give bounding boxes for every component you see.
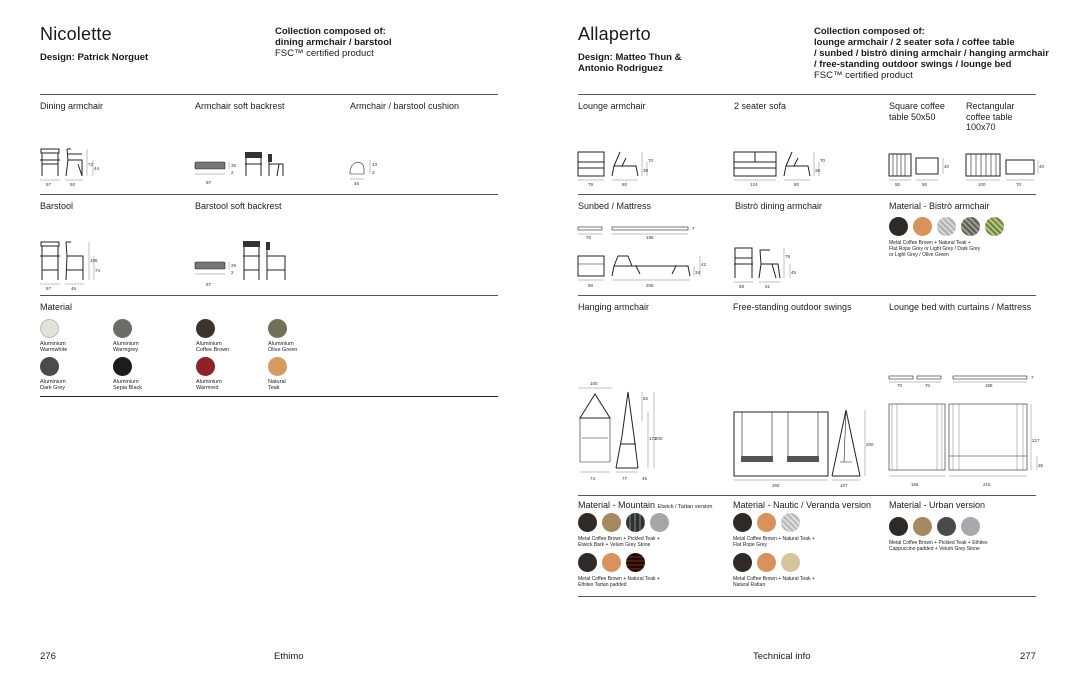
label-lounge-bed: Lounge bed with curtains / Mattress (889, 302, 1032, 312)
swatch-caption: Aluminium Coffee Brown (196, 341, 230, 354)
divider (40, 194, 498, 195)
dim-label: 155 (911, 482, 919, 487)
dim-label: 7 (1031, 375, 1034, 380)
swatch-olive-green (268, 319, 287, 338)
soft-backrest-drawing (193, 146, 293, 190)
swings-drawing (732, 406, 872, 490)
divider (578, 596, 1036, 597)
swatch-natural-teak (602, 553, 621, 572)
dim-label: 217 (1032, 438, 1040, 443)
label-material-mountain: Material - Mountain Etwick / Tartan version (578, 500, 713, 510)
page-number: 277 (1020, 651, 1036, 662)
designer-credit-line1: Design: Matteo Thun & (578, 52, 682, 63)
dim-label: 50 (922, 182, 928, 187)
barstool-backrest-drawing (193, 238, 293, 290)
swatch-caption: Aluminium Warmgrey (113, 341, 139, 354)
dim-label: 35 (231, 163, 237, 168)
dim-label: 2 (231, 170, 234, 175)
dim-label: 215 (983, 482, 991, 487)
label-2-seater-sofa: 2 seater sofa (734, 101, 787, 111)
sunbed-drawing (576, 222, 706, 290)
label-bistro-dining-armchair: Bistrò dining armchair (735, 201, 823, 211)
combo-caption: Metal Coffee Brown + Natural Teak + Natural Rattan (733, 576, 815, 588)
collection-heading: Collection composed of: (814, 26, 925, 37)
dim-label: 260 (772, 483, 780, 488)
dim-label: 70 (648, 158, 654, 163)
combo-caption: Metal Coffee Brown + Pickled Teak + Etwick Bark + Velum Grey Stone (578, 536, 660, 548)
label-lounge-armchair: Lounge armchair (578, 101, 646, 111)
swatch-etwick-bark (626, 513, 645, 532)
brand-name: Ethimo (274, 651, 304, 662)
combo-caption: Metal Coffee Brown + Pickled Teak + Ethitex Cappuccino padded + Velum Grey Stone (889, 540, 988, 552)
dim-label: 124 (750, 182, 758, 187)
dim-label: 61 (765, 284, 771, 289)
label-material-nautic: Material - Nautic / Veranda version (733, 500, 872, 510)
swatch-metal-coffee-brown (889, 217, 908, 236)
dim-label: 188 (985, 383, 993, 388)
swatch-velum-grey-stone (961, 517, 980, 536)
combo-caption: Metal Coffee Brown + Natural Teak + Ethitex Tartan padded (578, 576, 660, 588)
dim-label: 38 (643, 168, 649, 173)
dim-label: 58 (739, 284, 745, 289)
collection-items-line2: / sunbed / bistrò dining armchair / hanging armchair (814, 48, 1049, 59)
divider (578, 295, 1036, 296)
dim-label: 87 (206, 282, 212, 287)
dim-label: 29 (231, 263, 237, 268)
swatch-metal-coffee-brown (733, 513, 752, 532)
divider (40, 295, 498, 296)
right-page (538, 0, 1076, 700)
dim-label: 79 (785, 254, 791, 259)
label-sunbed-mattress: Sunbed / Mattress (578, 201, 652, 211)
swatch-dark-grey (40, 357, 59, 376)
collection-items-line1: lounge armchair / 2 seater sofa / coffee table (814, 37, 1015, 48)
cushion-drawing (346, 154, 386, 188)
swatch-warmgrey (113, 319, 132, 338)
certification: FSC™ certified product (275, 48, 374, 59)
dim-label: 188 (646, 235, 654, 240)
label-cushion: Armchair / barstool cushion (350, 101, 460, 111)
dim-label: 3 (372, 170, 375, 175)
swatch-caption: Aluminium Dark Grey (40, 379, 66, 392)
designer-credit: Design: Patrick Norguet (40, 52, 149, 63)
dim-label: 50 (70, 182, 76, 187)
label-barstool: Barstool (40, 201, 74, 211)
divider (40, 396, 498, 397)
dim-label: 205 (646, 283, 654, 288)
label-rect-coffee-table: Rectangular coffee table 100x70 (966, 101, 1015, 132)
dining-armchair-drawing (38, 140, 98, 190)
swatch-natural-teak (913, 217, 932, 236)
divider (578, 94, 1036, 95)
swatch-pickled-teak (913, 517, 932, 536)
dim-label: 100 (978, 182, 986, 187)
bistro-material-caption: Metal Coffee Brown + Natural Teak + Flat Rope Grey or Light Grey / Dark Grey or Light Grey / Olive Green (889, 240, 981, 258)
dim-label: 46 (71, 286, 77, 291)
dim-label: 90 (588, 283, 594, 288)
dim-label: 72 (88, 162, 94, 167)
divider (578, 194, 1036, 195)
dim-label: 50 (895, 182, 901, 187)
collection-items-line3: / free-standing outdoor swings / lounge bed (814, 59, 1012, 70)
section-label: Technical info (753, 651, 811, 662)
swatch-flat-rope-grey (781, 513, 800, 532)
dim-label: 106 (90, 258, 98, 263)
swatch-metal-coffee-brown (889, 517, 908, 536)
rect-table-drawing (964, 150, 1046, 188)
dim-label: 40 (944, 164, 950, 169)
dim-label: 45 (642, 476, 648, 481)
swatch-coffee-brown (196, 319, 215, 338)
swatch-caption: Aluminium Warmred (196, 379, 222, 392)
swatch-rope-olive-green (985, 217, 1004, 236)
divider (578, 495, 1036, 496)
dim-label: 74 (95, 268, 101, 273)
dim-label: 45 (791, 270, 797, 275)
dim-label: 7 (692, 226, 695, 231)
swatch-caption: Aluminium Warmwhite (40, 341, 68, 354)
square-table-drawing (887, 150, 953, 188)
dim-label: 200 (866, 442, 874, 447)
dim-label: 87 (206, 180, 212, 185)
combo-caption: Metal Coffee Brown + Natural Teak + Flat Rope Grey (733, 536, 815, 548)
dim-label: 79 (588, 182, 594, 187)
dim-label: 100 (590, 381, 598, 386)
dim-label: 70 (1016, 182, 1022, 187)
dim-label: 44 (94, 166, 100, 171)
swatch-warmred (196, 357, 215, 376)
dim-label: 80 (622, 182, 628, 187)
dim-label: 38 (815, 168, 821, 173)
label-armchair-soft-backrest: Armchair soft backrest (195, 101, 285, 111)
collection-title: Allaperto (578, 24, 651, 44)
swatch-rope-dark-grey (961, 217, 980, 236)
swatch-sepia-black (113, 357, 132, 376)
label-hanging-armchair: Hanging armchair (578, 302, 650, 312)
dim-label: 200 (655, 436, 663, 441)
lounge-bed-drawing (887, 372, 1047, 490)
dim-label: 40 (1039, 164, 1045, 169)
dim-label: 2 (231, 270, 234, 275)
swatch-ethitex-cappuccino (937, 517, 956, 536)
page-number: 276 (40, 651, 56, 662)
swatch-natural-teak (757, 513, 776, 532)
swatch-velum-grey-stone (650, 513, 669, 532)
divider (40, 94, 498, 95)
swatch-warmwhite (40, 319, 59, 338)
swatch-ethitex-tartan (626, 553, 645, 572)
dim-label: 80 (794, 182, 800, 187)
hanging-armchair-drawing (576, 378, 663, 486)
label-material-bistro: Material - Bistrò armchair (889, 201, 990, 211)
swatch-natural-rattan (781, 553, 800, 572)
label-material-urban: Material - Urban version (889, 500, 986, 510)
swatch-pickled-teak (602, 513, 621, 532)
swatch-rope-light-grey (937, 217, 956, 236)
dim-label: 70 (820, 158, 826, 163)
dim-label: 42 (701, 262, 707, 267)
dim-label: 46 (354, 181, 360, 186)
swatch-natural-teak (757, 553, 776, 572)
dim-label: 57 (46, 182, 52, 187)
label-material: Material (40, 302, 73, 312)
sofa-drawing (732, 148, 828, 188)
dim-label: 43 (372, 162, 378, 167)
dim-label: 74 (590, 476, 596, 481)
dim-label: 70 (586, 235, 592, 240)
dim-label: 77 (622, 476, 628, 481)
designer-credit-line2: Antonio Rodriguez (578, 63, 663, 74)
swatch-metal-coffee-brown (578, 513, 597, 532)
bistro-drawing (732, 244, 802, 290)
swatch-caption: Aluminium Sepia Black (113, 379, 143, 392)
swatch-metal-coffee-brown (578, 553, 597, 572)
label-barstool-soft-backrest: Barstool soft backrest (195, 201, 282, 211)
dim-label: 57 (46, 286, 52, 291)
collection-title: Nicolette (40, 24, 112, 44)
swatch-caption: Natural Teak (268, 379, 286, 392)
collection-heading: Collection composed of: (275, 26, 386, 37)
dim-label: 34 (695, 270, 701, 275)
lounge-armchair-drawing (576, 148, 656, 188)
swatch-metal-coffee-brown (733, 553, 752, 572)
collection-items: dining armchair / barstool (275, 37, 392, 48)
certification: FSC™ certified product (814, 70, 913, 81)
swatch-natural-teak (268, 357, 287, 376)
dim-label: 70 (897, 383, 903, 388)
dim-label: 82 (643, 396, 649, 401)
label-outdoor-swings: Free-standing outdoor swings (733, 302, 852, 312)
label-square-coffee-table: Square coffee table 50x50 (889, 101, 945, 122)
dim-label: 172 (649, 436, 657, 441)
label-dining-armchair: Dining armchair (40, 101, 104, 111)
dim-label: 70 (925, 383, 931, 388)
dim-label: 107 (840, 483, 848, 488)
barstool-drawing (38, 238, 100, 292)
swatch-caption: Aluminium Olive Green (268, 341, 298, 354)
dim-label: 35 (1038, 463, 1044, 468)
